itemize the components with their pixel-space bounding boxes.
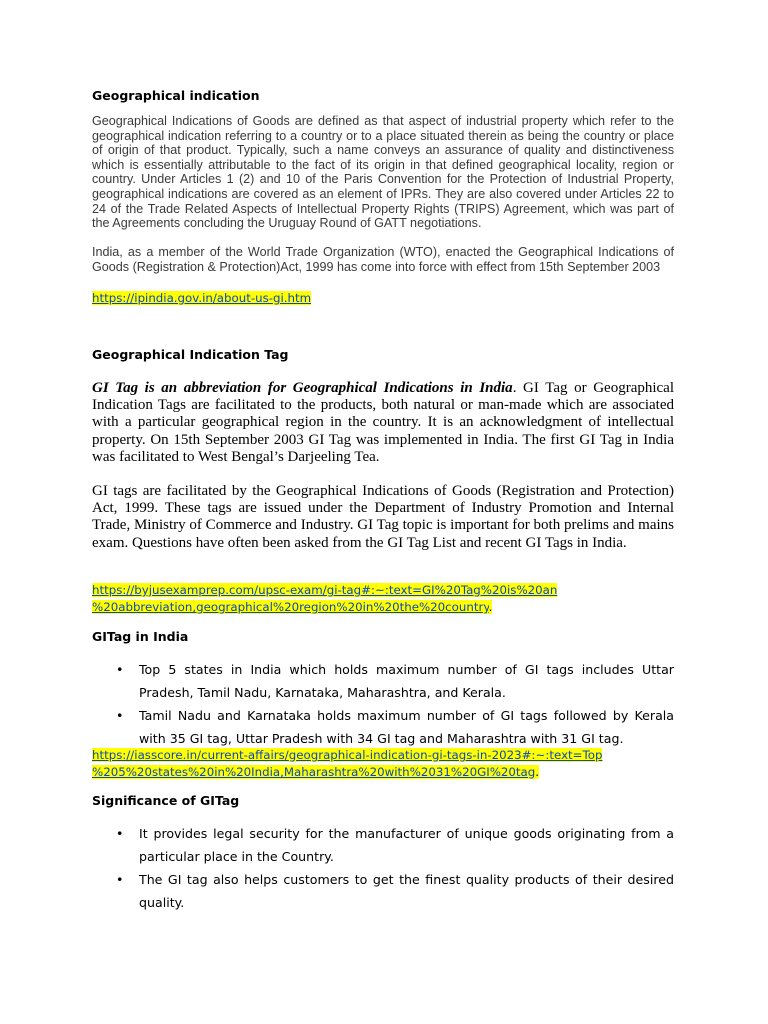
bullet-glyph: • bbox=[116, 708, 124, 723]
list-gitag-india bbox=[92, 658, 674, 750]
bullet-glyph: • bbox=[116, 872, 124, 887]
list-item: • The GI tag also helps customers to get the finest quality products of their desired quality. bbox=[92, 868, 674, 914]
list-item: • Tamil Nadu and Karnataka holds maximum number of GI tags followed by Kerala with 35 GI tag, Uttar Pradesh with 34 GI tag and Maharashtra with 31 GI tag. bbox=[92, 704, 674, 750]
link-byjus[interactable] bbox=[92, 582, 557, 616]
list-item: • Top 5 states in India which holds maximum number of GI tags includes Uttar Pradesh, Tamil Nadu, Karnataka, Maharashtra, and Kerala. bbox=[92, 658, 674, 704]
link-byjus-suffix: . bbox=[488, 600, 493, 614]
heading-significance: Significance of GITag bbox=[92, 793, 240, 808]
link-ipindia-text[interactable]: https://ipindia.gov.in/about-us-gi.htm bbox=[92, 291, 312, 305]
link-iasscore-line2[interactable]: %205%20states%20in%20India,Maharashtra%20with%2031%20GI%20tag bbox=[92, 765, 536, 779]
paragraph-gi-india-act: India, as a member of the World Trade Organization (WTO), enacted the Geographical Indications of Goods (Registration & Protection)Act, 1999 has come into force with effect from 15th September 2003 bbox=[92, 245, 674, 274]
heading-gi-tag: Geographical Indication Tag bbox=[92, 347, 289, 362]
paragraph-gi-tag-intro bbox=[92, 380, 674, 466]
gi-tag-intro-bold: GI Tag is an abbreviation for Geographical Indications in India bbox=[92, 380, 513, 396]
link-iasscore-suffix: . bbox=[535, 765, 540, 779]
list-item: • It provides legal security for the manufacturer of unique goods originating from a particular place in the Country. bbox=[92, 822, 674, 868]
link-iasscore-line1[interactable]: https://iasscore.in/current-affairs/geographical-indication-gi-tags-in-2023#:~:text=Top bbox=[92, 748, 603, 762]
paragraph-gi-definition: Geographical Indications of Goods are defined as that aspect of industrial property which refer to the geographical indication referring to a country or to a place situated therein as being the country or place of origin of that product. Typically, such a name conveys an assurance of quality and distinctiveness which is essentially attributable to the fact of its origin in that defined geographical locality, region or country. Under Articles 1 (2) and 10 of the Paris Convention for the Protection of Industrial Property, geographical indications are covered as an element of IPRs. They are also covered under Articles 22 to 24 of the Trade Related Aspects of Intellectual Property Rights (TRIPS) Agreement, which was part of the Agreements concluding the Uruguay Round of GATT negotiations. bbox=[92, 114, 674, 231]
link-byjus-line2[interactable]: %20abbreviation,geographical%20region%20in%20the%20country bbox=[92, 600, 489, 614]
link-byjus-line1[interactable]: https://byjusexamprep.com/upsc-exam/gi-tag#:~:text=GI%20Tag%20is%20an bbox=[92, 583, 558, 597]
paragraph-gi-tag-issuance: GI tags are facilitated by the Geographical Indications of Goods (Registration and Protection) Act, 1999. These tags are issued under the Department of Industry Promotion and Internal Trade, Ministry of Commerce and Industry. GI Tag topic is important for both prelims and mains exam. Questions have often been asked from the GI Tag List and recent GI Tags in India. bbox=[92, 483, 674, 551]
list-significance bbox=[92, 822, 674, 914]
heading-gitag-in-india: GITag in India bbox=[92, 629, 189, 644]
gi-tag-intro-rest: . GI Tag or Geographical Indication Tags are facilitated to the products, both natural or man-made which are associated with a particular geographical region in the country. It is an acknowledgment of intellectual property. On 15th September 2003 GI Tag was implemented in India. The first GI Tag in India was facilitated to West Bengal’s Darjeeling Tea. bbox=[92, 380, 675, 465]
bullet-glyph: • bbox=[116, 826, 124, 841]
link-iasscore[interactable] bbox=[92, 747, 602, 781]
heading-geographical-indication: Geographical indication bbox=[92, 88, 260, 103]
link-ipindia[interactable] bbox=[92, 290, 311, 307]
bullet-glyph: • bbox=[116, 662, 124, 677]
